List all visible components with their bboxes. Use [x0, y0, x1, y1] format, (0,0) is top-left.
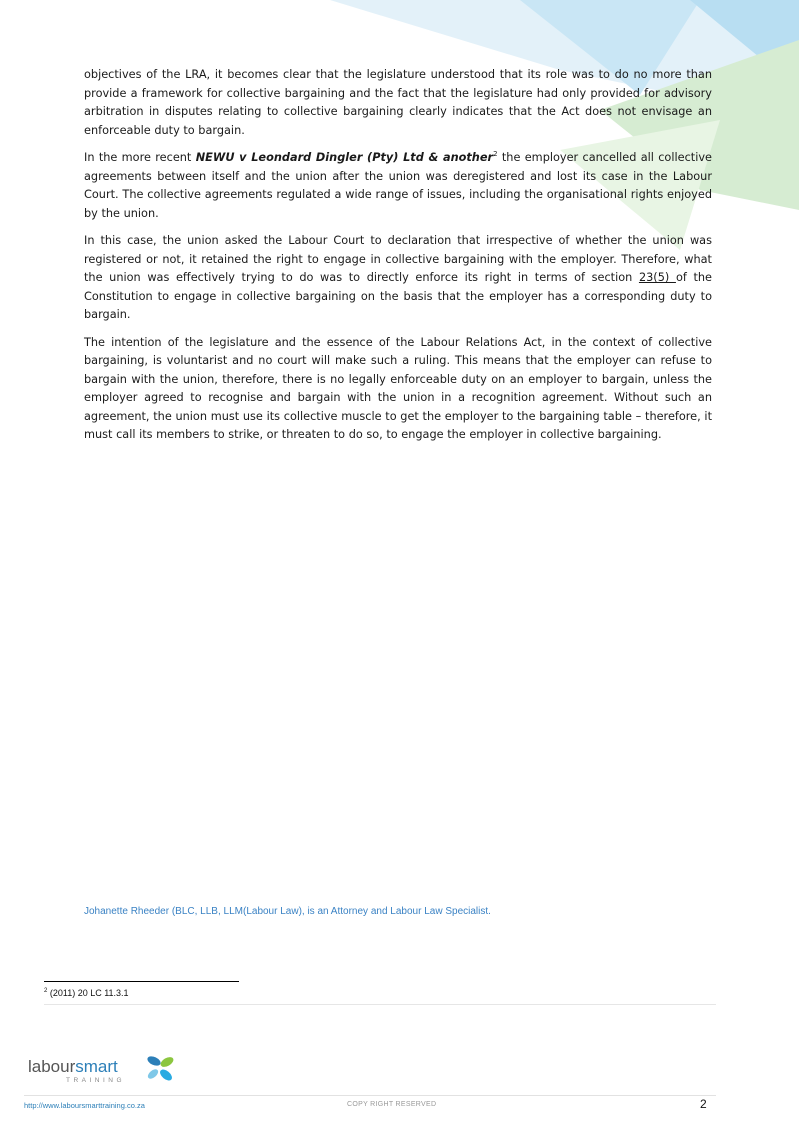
footer-divider: [24, 1095, 716, 1096]
paragraph-3: [84, 232, 712, 325]
footer-website-link[interactable]: http://www.laboursmarttraining.co.za: [24, 1101, 145, 1110]
logo-word-smart: smart: [75, 1057, 118, 1076]
paragraph-1-text: objectives of the LRA, it becomes clear that the legislature understood that its role was to do no more than provide a framework for collective bargaining and the fact that the legislature had only provided for advisory arbitration in disputes relating to collective bargaining clearly indicates that the Act does not envisage an enforceable duty to bargain.: [84, 68, 712, 137]
section-link[interactable]: 23(5): [638, 271, 676, 284]
logo-wordmark: [28, 1057, 118, 1077]
logo-word-labour: labour: [28, 1057, 76, 1076]
author-note: Johanette Rheeder (BLC, LLB, LLM(Labour Law), is an Attorney and Labour Law Specialist.: [84, 906, 491, 917]
footer-copyright: COPY RIGHT RESERVED: [347, 1101, 437, 1108]
case-name: NEWU v Leondard Dingler (Pty) Ltd & another: [195, 151, 494, 164]
footnote-separator: [44, 981, 239, 982]
laboursmart-logo: [28, 1050, 178, 1088]
paragraph-1: [84, 66, 712, 140]
page-number: 2: [700, 1097, 707, 1111]
pinwheel-logo-icon: [144, 1052, 176, 1084]
footnote-divider: [44, 1004, 716, 1005]
footnote: [44, 988, 129, 998]
paragraph-3-lead: In this case, the union asked the Labour Court to declaration that irrespective of whether the union was registered or not, it retained the right to engage in collective bargaining with the employer. Therefore, what the union was effectively trying to do was to directly enforce its right in terms of section: [84, 234, 712, 284]
paragraph-2-rest: the employer cancelled all collective agreements between itself and the union after the union was deregistered and lost its case in the Labour Court. The collective agreements regulated a wide range of issues, including the organisational rights enjoyed by the union.: [84, 151, 712, 220]
paragraph-4-text: The intention of the legislature and the essence of the Labour Relations Act, in the context of collective bargaining, is voluntarist and no court will make such a ruling. This means that the employer can refuse to bargain with the union, therefore, there is no legally enforceable duty on an employer to bargain, unless the employer agreed to recognise and bargain with the union in a recognition agreement. Without such an agreement, the union must use its collective muscle to get the employer to the bargaining table – therefore, it must call its members to strike, or threaten to do so, to engage the employer in collective bargaining.: [84, 335, 712, 441]
logo-subtitle: TRAINING: [66, 1077, 126, 1084]
paragraph-2: [84, 149, 712, 223]
footnote-reference[interactable]: 2: [493, 150, 498, 159]
footnote-text: (2011) 20 LC 11.3.1: [47, 988, 129, 998]
footnote-number: 2: [44, 988, 48, 994]
article-body: [84, 66, 712, 454]
paragraph-3-rest: of the Constitution to engage in collective bargaining on the basis that the employer has a corresponding duty to bargain.: [84, 271, 712, 321]
paragraph-4: [84, 334, 712, 445]
paragraph-2-lead: In the more recent: [84, 151, 196, 164]
